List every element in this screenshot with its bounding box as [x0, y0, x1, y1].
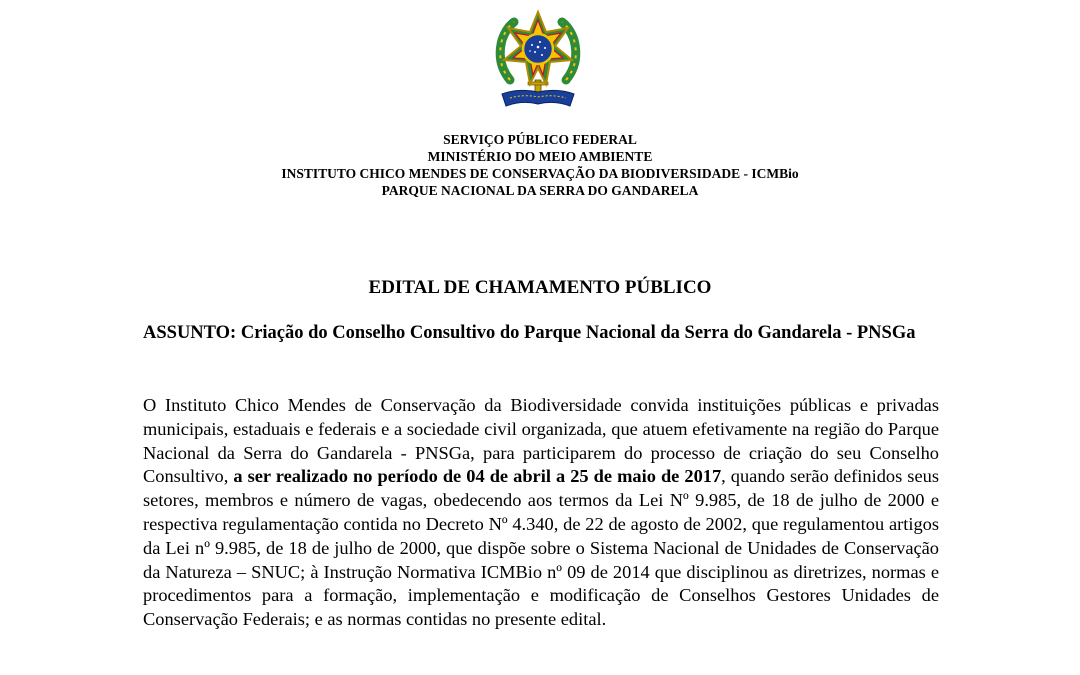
header-line-institute: INSTITUTO CHICO MENDES DE CONSERVAÇÃO DA BIODIVERSIDADE - ICMBio [281, 166, 799, 181]
document-body [143, 394, 939, 632]
body-text-bold-period: a ser realizado no período de 04 de abril a 25 de maio de 2017 [233, 466, 722, 487]
brazil-coat-of-arms-icon [488, 8, 588, 120]
document-subject: ASSUNTO: Criação do Conselho Consultivo do Parque Nacional da Serra do Gandarela - PNSGa [143, 323, 916, 343]
header-line-federal-service: SERVIÇO PÚBLICO FEDERAL [443, 132, 637, 147]
header-line-ministry: MINISTÉRIO DO MEIO AMBIENTE [427, 149, 653, 164]
letterhead [0, 131, 1080, 199]
body-text-part1: O Instituto Chico Mendes de Conservação da Biodiversidade convida instituições públicas e privadas municipais, estaduais e federais e a sociedade civil organizada, que atuem efetivamente na região do Parque Nacional da Serra do Gandarela - PNSGa, para participarem do processo de criação do seu Conselho Consultivo, [143, 395, 939, 487]
header-line-park: PARQUE NACIONAL DA SERRA DO GANDARELA [381, 183, 699, 198]
body-text-part2: , quando serão definidos seus setores, membros e número de vagas, obedecendo aos termos da Lei Nº 9.985, de 18 de julho de 2000 e respectiva regulamentação contida no Decreto Nº 4.340, de 22 de agosto de 2002, que regulamentou artigos da Lei nº 9.985, de 18 de julho de 2000, que dispõe sobre o Sistema Nacional de Unidades de Conservação da Natureza – SNUC; à Instrução Normativa ICMBio nº 09 de 2014 que disciplinou as diretrizes, normas e procedimentos para a formação, implementação e modificação de Conselhos Gestores Unidades de Conservação Federais; e as normas contidas no presente edital. [143, 466, 939, 630]
document-title: EDITAL DE CHAMAMENTO PÚBLICO [368, 277, 712, 298]
